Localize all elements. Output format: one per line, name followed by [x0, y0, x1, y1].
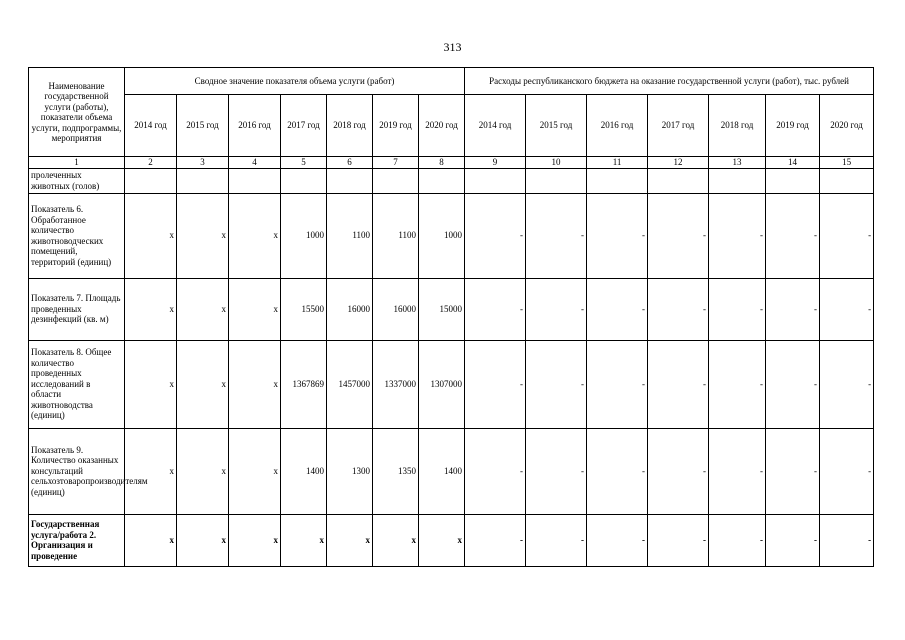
row-value: - [648, 278, 709, 340]
header-year-years_group2-6: 2020 год [820, 95, 874, 157]
row-value: x [373, 514, 419, 566]
row-value: x [229, 193, 281, 278]
indicators-table [28, 67, 874, 567]
header-year-years_group2-3: 2017 год [648, 95, 709, 157]
row-value [327, 168, 373, 193]
header-year-years_group2-4: 2018 год [709, 95, 766, 157]
row-value [229, 168, 281, 193]
row-value: - [526, 428, 587, 514]
column-number: 15 [820, 157, 874, 169]
row-value [587, 168, 648, 193]
row-value: 1367869 [281, 340, 327, 428]
column-number: 7 [373, 157, 419, 169]
row-value [648, 168, 709, 193]
row-value: x [281, 514, 327, 566]
table-row [29, 278, 874, 340]
row-value: x [125, 340, 177, 428]
header-year-years_group2-0: 2014 год [465, 95, 526, 157]
row-value: 1337000 [373, 340, 419, 428]
row-name: пролеченных животных (голов) [29, 168, 125, 193]
table-row [29, 428, 874, 514]
row-value: - [587, 428, 648, 514]
row-value: x [125, 428, 177, 514]
column-number: 5 [281, 157, 327, 169]
row-value: 1100 [327, 193, 373, 278]
header-year-years_group2-1: 2015 год [526, 95, 587, 157]
row-value: 1000 [419, 193, 465, 278]
column-number: 9 [465, 157, 526, 169]
row-value [281, 168, 327, 193]
row-value: - [766, 514, 820, 566]
row-value: - [709, 278, 766, 340]
header-year-years_group1-5: 2019 год [373, 95, 419, 157]
row-value: - [648, 428, 709, 514]
row-name: Показатель 6. Обработанное количество животноводческих помещений, территорий (единиц) [29, 193, 125, 278]
column-number: 13 [709, 157, 766, 169]
header-year-years_group1-0: 2014 год [125, 95, 177, 157]
row-value: 15000 [419, 278, 465, 340]
row-value: 1400 [419, 428, 465, 514]
row-value: - [766, 340, 820, 428]
row-value: - [587, 193, 648, 278]
row-value [766, 168, 820, 193]
row-value: - [820, 340, 874, 428]
row-value: x [229, 278, 281, 340]
row-value: x [125, 193, 177, 278]
row-value [373, 168, 419, 193]
header-year-years_group1-2: 2016 год [229, 95, 281, 157]
row-value: - [587, 340, 648, 428]
row-value: - [766, 193, 820, 278]
row-value: 1300 [327, 428, 373, 514]
row-value: x [125, 278, 177, 340]
column-number: 3 [177, 157, 229, 169]
column-number: 6 [327, 157, 373, 169]
row-value [709, 168, 766, 193]
row-value: x [177, 278, 229, 340]
column-number: 1 [29, 157, 125, 169]
row-value: 16000 [327, 278, 373, 340]
row-value: - [709, 193, 766, 278]
header-year-years_group1-3: 2017 год [281, 95, 327, 157]
row-value: - [709, 428, 766, 514]
row-value [419, 168, 465, 193]
column-number: 14 [766, 157, 820, 169]
column-number: 4 [229, 157, 281, 169]
header-year-years_group1-6: 2020 год [419, 95, 465, 157]
row-value: - [465, 428, 526, 514]
row-value: - [820, 278, 874, 340]
row-value: - [709, 340, 766, 428]
row-name: Государственная услуга/работа 2. Организация и проведение [29, 514, 125, 566]
row-value: - [648, 340, 709, 428]
row-value: x [229, 428, 281, 514]
row-value: - [766, 278, 820, 340]
row-value: - [587, 278, 648, 340]
row-value: - [465, 193, 526, 278]
column-number: 11 [587, 157, 648, 169]
row-value: - [648, 193, 709, 278]
row-value: - [820, 514, 874, 566]
row-value: - [526, 193, 587, 278]
row-value [177, 168, 229, 193]
row-value: - [465, 514, 526, 566]
row-value: x [327, 514, 373, 566]
column-number: 2 [125, 157, 177, 169]
row-value: - [648, 514, 709, 566]
header-year-years_group1-4: 2018 год [327, 95, 373, 157]
row-value: - [465, 340, 526, 428]
row-value: x [419, 514, 465, 566]
row-value: - [820, 428, 874, 514]
row-name: Показатель 7. Площадь проведенных дезинфекций (кв. м) [29, 278, 125, 340]
row-value: x [229, 340, 281, 428]
header-group-volume: Сводное значение показателя объема услуги (работ) [125, 68, 465, 95]
row-value: - [526, 514, 587, 566]
row-value: 1350 [373, 428, 419, 514]
header-name-column: Наименование государственной услуги (работы), показатели объема услуги, подпрограммы, мероприятия [29, 68, 125, 157]
header-year-years_group2-2: 2016 год [587, 95, 648, 157]
row-value: x [177, 340, 229, 428]
row-value [125, 168, 177, 193]
row-value: x [177, 428, 229, 514]
row-value: 16000 [373, 278, 419, 340]
table-row [29, 168, 874, 193]
table-row [29, 340, 874, 428]
row-value: 1100 [373, 193, 419, 278]
row-value [820, 168, 874, 193]
row-value: x [177, 193, 229, 278]
table-row [29, 514, 874, 566]
row-value: 1400 [281, 428, 327, 514]
row-value: 1000 [281, 193, 327, 278]
row-value: 1457000 [327, 340, 373, 428]
row-value: - [526, 278, 587, 340]
row-name: Показатель 8. Общее количество проведенных исследований в области животноводства (единиц) [29, 340, 125, 428]
row-value: 15500 [281, 278, 327, 340]
row-value: - [709, 514, 766, 566]
row-value: x [177, 514, 229, 566]
row-value: 1307000 [419, 340, 465, 428]
row-value: x [229, 514, 281, 566]
row-value [526, 168, 587, 193]
row-value: - [526, 340, 587, 428]
row-value: - [587, 514, 648, 566]
row-value: x [125, 514, 177, 566]
row-value: - [766, 428, 820, 514]
column-number: 12 [648, 157, 709, 169]
header-group-expenses: Расходы республиканского бюджета на оказание государственной услуги (работ), тыс. рублей [465, 68, 874, 95]
header-year-years_group2-5: 2019 год [766, 95, 820, 157]
row-value: - [820, 193, 874, 278]
row-value [465, 168, 526, 193]
column-number: 10 [526, 157, 587, 169]
row-value: - [465, 278, 526, 340]
header-year-years_group1-1: 2015 год [177, 95, 229, 157]
row-name: Показатель 9. Количество оказанных консультаций сельхозтоваропроизводителям (единиц) [29, 428, 125, 514]
page-number: 313 [443, 40, 462, 54]
column-number: 8 [419, 157, 465, 169]
table-row [29, 193, 874, 278]
